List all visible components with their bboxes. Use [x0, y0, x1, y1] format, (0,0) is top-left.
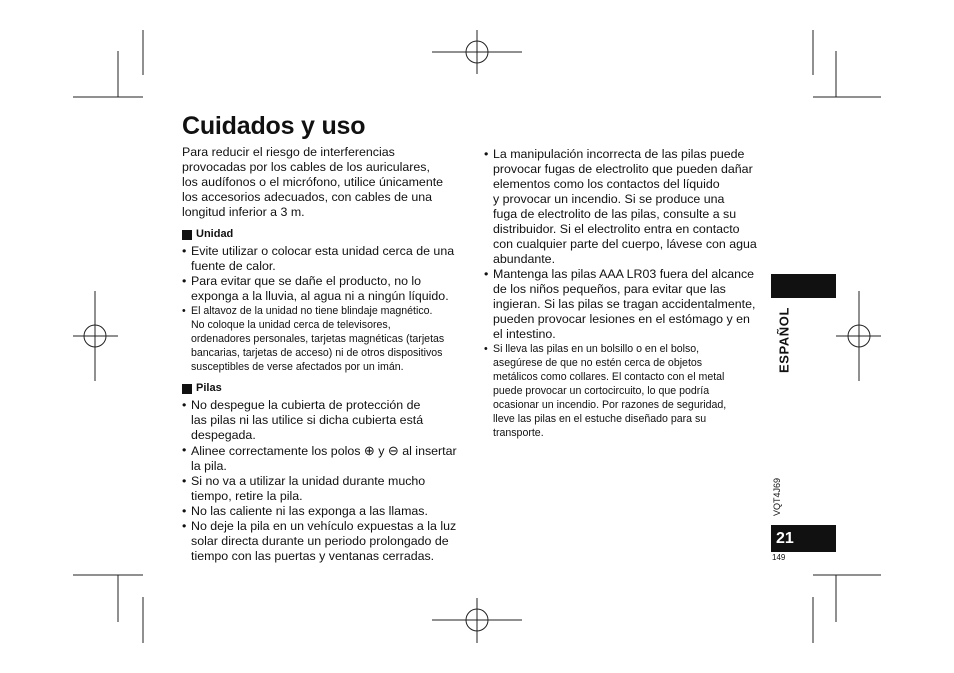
- registration-mark-right: [836, 291, 881, 381]
- language-label: [776, 306, 792, 374]
- page-number: 21: [771, 525, 836, 552]
- registration-mark-top: [432, 30, 522, 74]
- polarity-text-before: Alinee correctamente los polos: [191, 444, 364, 458]
- list-item: • Mantenga las pilas AAA LR03 fuera del alcance de los niños pequeños, para evitar que las ingieran. Si las pilas se tragan accidentalmente, pueden provocar lesiones en el estómago y en el intestino.: [484, 267, 769, 342]
- registration-mark-bottom: [432, 598, 522, 643]
- polarity-text-after: al insertar la pila.: [191, 444, 457, 473]
- document-code-text: VQT4J69: [772, 477, 782, 517]
- intro-paragraph: Para reducir el riesgo de interferencias provocadas por los cables de los auriculares, los audífonos o el micrófono, utilice únicamente los accesorios adecuados, con cables de una longitud inferior a 3 m.: [182, 145, 444, 219]
- list-item: • Para evitar que se dañe el producto, no lo exponga a la lluvia, al agua ni a ningún líquido.: [182, 274, 472, 304]
- pilas-section-heading: [182, 381, 472, 396]
- list-item: • No deje la pila en un vehículo expuestas a la luz solar directa durante un periodo prolongado de tiempo con las puertas y ventanas cerradas.: [182, 519, 472, 564]
- list-item: • La manipulación incorrecta de las pilas puede provocar fugas de electrolito que pueden dañar elementos como los contactos del líquido y provocar un incendio. Si se produce una fuga de electrolito de las pilas, consulte a su distribuidor. Si el electrolito entra en contacto con cualquier parte del cuerpo, lávese con agua abundante.: [484, 147, 769, 267]
- pilas-heading-label: Pilas: [196, 382, 222, 394]
- list-item: • Si lleva las pilas en un bolsillo o en el bolso, asegúrese de que no estén cerca de objetos metálicos como collares. El contacto con el metal puede provocar un cortocircuito, lo que podría ocasionar un incendio. Por razones de seguridad, lleve las pilas en el estuche diseñado para su transporte.: [484, 342, 769, 440]
- list-item: • Evite utilizar o colocar esta unidad cerca de una fuente de calor.: [182, 244, 472, 274]
- sub-page-number: 149: [772, 553, 786, 562]
- list-item-polarity: [182, 443, 472, 474]
- list-item: • Si no va a utilizar la unidad durante mucho tiempo, retire la pila.: [182, 474, 472, 504]
- language-label-text: ESPAÑOL: [776, 306, 792, 374]
- unidad-heading-label: Unidad: [196, 228, 234, 240]
- square-bullet-icon: [182, 384, 192, 394]
- battery-warnings-list: [484, 147, 769, 440]
- pilas-list: [182, 398, 472, 564]
- plus-pole-icon: ⊕: [363, 443, 375, 458]
- language-tab: [771, 274, 836, 298]
- left-column: [182, 145, 472, 564]
- registration-mark-left: [73, 291, 118, 381]
- unidad-section-heading: [182, 227, 472, 242]
- polarity-text-middle: y: [374, 444, 388, 458]
- right-column: [484, 147, 769, 440]
- unidad-list: [182, 244, 472, 374]
- square-bullet-icon: [182, 230, 192, 240]
- list-item: • No despegue la cubierta de protección de las pilas ni las utilice si dicha cubierta está despegada.: [182, 398, 472, 443]
- document-code: [772, 477, 782, 517]
- page-title: Cuidados y uso: [182, 112, 366, 140]
- minus-pole-icon: ⊖: [387, 443, 399, 458]
- list-item: • No las caliente ni las exponga a las llamas.: [182, 504, 472, 519]
- list-item: • El altavoz de la unidad no tiene blindaje magnético. No coloque la unidad cerca de televisores, ordenadores personales, tarjetas magnéticas (tarjetas bancarias, tarjetas de acceso) ni de otros dispositivos susceptibles de verse afectados por un imán.: [182, 304, 472, 374]
